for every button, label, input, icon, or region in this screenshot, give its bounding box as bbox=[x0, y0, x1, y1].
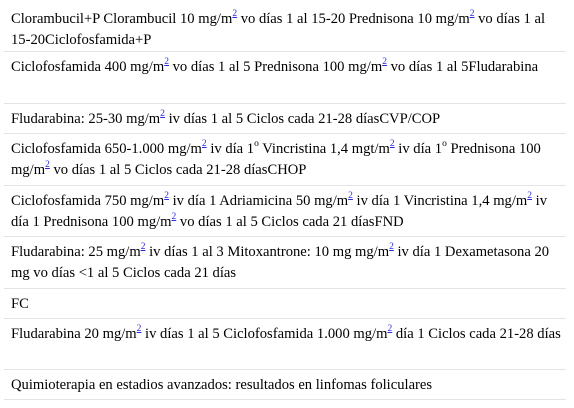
cell-text: iv días 1 al 5 Ciclos cada 21-28 díasCVP/COP bbox=[164, 111, 441, 127]
table-cell bbox=[11, 324, 566, 345]
table-row bbox=[4, 4, 566, 52]
table-cell bbox=[11, 57, 566, 78]
table-row bbox=[4, 52, 566, 104]
superscript-link[interactable]: 2 bbox=[140, 242, 146, 253]
table-cell bbox=[11, 375, 566, 396]
superscript-link[interactable]: 2 bbox=[136, 324, 142, 335]
cell-text: iv días 1 al 5 Ciclofosfamida 1.000 mg/m bbox=[141, 326, 388, 342]
table-row bbox=[4, 319, 566, 370]
table-row bbox=[4, 370, 566, 400]
superscript-link[interactable]: 2 bbox=[201, 139, 207, 150]
cell-text: FC bbox=[11, 296, 29, 312]
superscript-link[interactable]: 2 bbox=[387, 324, 393, 335]
cell-text: Ciclofosfamida 750 mg/m bbox=[11, 193, 165, 209]
cell-text: iv día 1 Prednisona 100 mg/m bbox=[11, 193, 547, 230]
regimen-table bbox=[4, 4, 566, 400]
superscript-link[interactable]: 2 bbox=[389, 242, 394, 253]
superscript-link[interactable]: 2 bbox=[348, 191, 353, 202]
table-cell bbox=[11, 9, 566, 50]
cell-text: día 1 Ciclos cada 21-28 días bbox=[392, 326, 561, 342]
superscript-link[interactable]: 2 bbox=[45, 159, 50, 170]
superscript-link[interactable]: 2 bbox=[171, 211, 177, 222]
cell-text: Ciclofosfamida 650-1.000 mg/m bbox=[11, 141, 202, 157]
superscript-link[interactable]: 2 bbox=[232, 9, 238, 20]
cell-text: vo días 1 al 5 Ciclos cada 21-28 díasCHOP bbox=[49, 161, 307, 178]
superscript-link[interactable]: 2 bbox=[389, 139, 395, 150]
cell-text: vo días 1 al 15-20Ciclofosfamida+P bbox=[11, 11, 546, 48]
superscript-link[interactable]: 2 bbox=[164, 191, 169, 202]
table-row bbox=[4, 134, 566, 186]
cell-text: Fludarabina: 25 mg/m bbox=[11, 244, 141, 260]
cell-text: vo días 1 al 5 Prednisona 100 mg/m bbox=[168, 59, 383, 75]
table-row bbox=[4, 289, 566, 319]
superscript-link[interactable]: 2 bbox=[527, 191, 532, 202]
cell-text: vo días 1 al 5 Ciclos cada 21 díasFND bbox=[176, 213, 404, 230]
table-cell bbox=[11, 109, 566, 130]
table-row bbox=[4, 237, 566, 289]
table-cell bbox=[11, 191, 566, 232]
superscript-link[interactable]: 2 bbox=[382, 57, 387, 68]
table-cell bbox=[11, 294, 566, 315]
cell-text: vo días 1 al 15-20 Prednisona 10 mg/m bbox=[237, 11, 470, 27]
cell-text: iv días 1 al 3 Mitoxantrone: 10 mg mg/m bbox=[145, 244, 390, 260]
superscript-link[interactable]: 2 bbox=[469, 9, 475, 20]
cell-text: Quimioterapia en estadios avanzados: resultados en linfomas foliculares bbox=[11, 377, 433, 393]
superscript: o bbox=[254, 139, 259, 150]
cell-text: Vincristina 1,4 mgt/m bbox=[258, 141, 390, 157]
cell-text: iv día 1 Dexametasona 20 mg vo días <1 al 5 Ciclos cada 21 días bbox=[11, 244, 550, 281]
cell-text: Ciclofosfamida 400 mg/m bbox=[11, 59, 165, 75]
cell-text: Clorambucil+P Clorambucil 10 mg/m bbox=[11, 11, 233, 27]
cell-text: iv día 1 bbox=[206, 141, 255, 157]
cell-text: Fludarabina 20 mg/m bbox=[11, 326, 137, 342]
superscript-link[interactable]: 2 bbox=[164, 57, 169, 68]
superscript: o bbox=[442, 139, 447, 150]
cell-text: iv día 1 Adriamicina 50 mg/m bbox=[168, 193, 349, 209]
table-cell bbox=[11, 242, 566, 283]
cell-text: iv día 1 bbox=[394, 141, 443, 157]
table-row bbox=[4, 186, 566, 237]
superscript-link[interactable]: 2 bbox=[160, 109, 165, 120]
cell-text: iv día 1 Vincristina 1,4 mg/m bbox=[352, 193, 528, 209]
cell-text: Prednisona 100 mg/m bbox=[11, 141, 541, 178]
table-row bbox=[4, 104, 566, 134]
cell-text: Fludarabina: 25-30 mg/m bbox=[11, 111, 161, 127]
cell-text: vo días 1 al 5Fludarabina bbox=[386, 59, 539, 75]
table-cell bbox=[11, 139, 566, 180]
